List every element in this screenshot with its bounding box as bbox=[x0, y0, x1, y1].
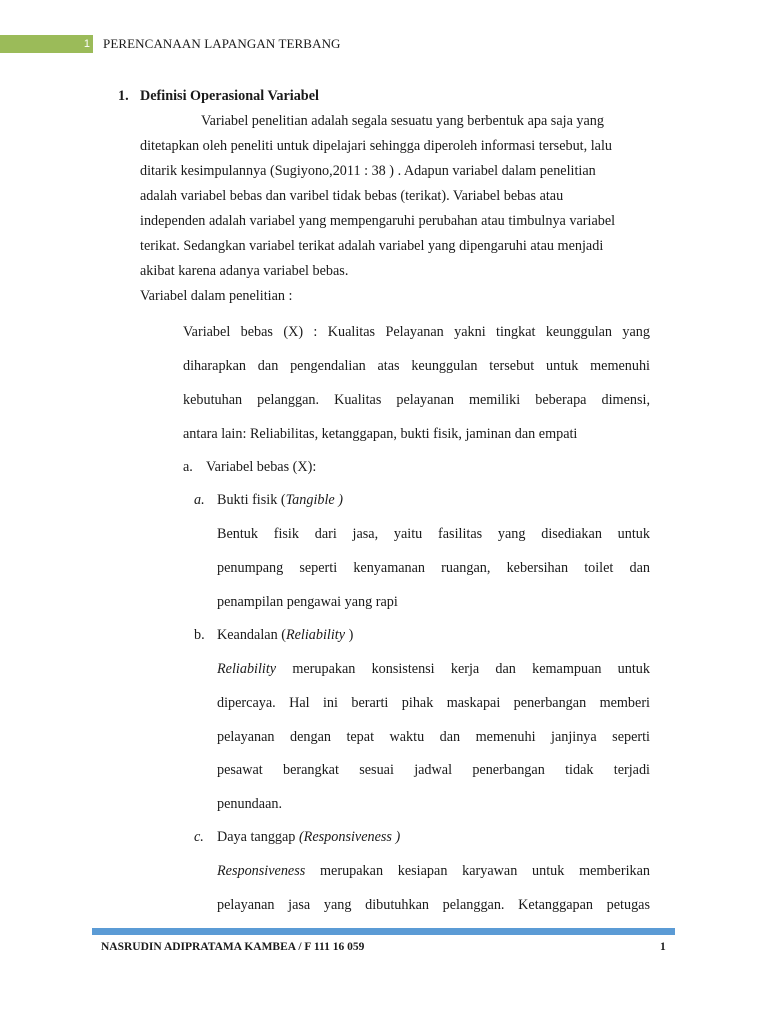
item-line: pesawat berangkat sesuai jadwal penerbangan tidak terjadi bbox=[217, 762, 650, 778]
item-title-responsiveness: Daya tanggap (Responsiveness ) bbox=[217, 829, 401, 845]
intro-line: adalah variabel bebas dan varibel tidak bebas (terikat). Variabel bebas atau bbox=[140, 188, 564, 204]
section-heading: Definisi Operasional Variabel bbox=[140, 88, 319, 104]
item-line: Bentuk fisik dari jasa, yaitu fasilitas yang disediakan untuk bbox=[217, 526, 650, 542]
definition-line: antara lain: Reliabilitas, ketanggapan, bukti fisik, jaminan dan empati bbox=[183, 426, 578, 442]
definition-line: diharapkan dan pengendalian atas keunggulan tersebut untuk memenuhi bbox=[183, 358, 650, 374]
item-line: pelayanan dengan tepat waktu dan memenuhi janjinya seperti bbox=[217, 729, 650, 745]
footer-page-number: 1 bbox=[660, 941, 666, 953]
intro-line: independen adalah variabel yang mempengaruhi perubahan atau timbulnya variabel bbox=[140, 213, 616, 229]
item-marker: a. bbox=[194, 492, 205, 508]
definition-line: Variabel bebas (X) : Kualitas Pelayanan yakni tingkat keunggulan yang bbox=[183, 324, 650, 340]
intro-line: ditarik kesimpulannya (Sugiyono,2011 : 38 ) . Adapun variabel dalam penelitian bbox=[140, 163, 596, 179]
item-line: penumpang seperti kenyamanan ruangan, kebersihan toilet dan bbox=[217, 560, 650, 576]
intro-line: terikat. Sedangkan variabel terikat adalah variabel yang dipengaruhi atau menjadi bbox=[140, 238, 604, 254]
item-line: penampilan pengawai yang rapi bbox=[217, 594, 398, 610]
list-marker: a. bbox=[183, 459, 193, 475]
footer-divider bbox=[92, 928, 675, 935]
header-page-number: 1 bbox=[83, 38, 90, 50]
item-title-reliability: Keandalan (Reliability ) bbox=[217, 627, 354, 643]
item-lead-line: Responsiveness merupakan kesiapan karyawan untuk memberikan bbox=[217, 863, 650, 879]
header-title: PERENCANAAN LAPANGAN TERBANG bbox=[103, 36, 341, 51]
item-line: pelayanan jasa yang dibutuhkan pelanggan. Ketanggapan petugas bbox=[217, 897, 650, 913]
section-number: 1. bbox=[118, 88, 129, 104]
footer-author: NASRUDIN ADIPRATAMA KAMBEA / F 111 16 059 bbox=[101, 941, 365, 953]
intro-line: ditetapkan oleh peneliti untuk dipelajari sehingga diperoleh informasi tersebut, lalu bbox=[140, 138, 612, 154]
list-label: Variabel bebas (X): bbox=[206, 459, 317, 475]
intro-line: Variabel penelitian adalah segala sesuatu yang berbentuk apa saja yang bbox=[201, 113, 604, 129]
item-line: dipercaya. Hal ini berarti pihak maskapai penerbangan memberi bbox=[217, 695, 650, 711]
item-title-tangible: Bukti fisik (Tangible ) bbox=[217, 492, 343, 508]
intro-line: Variabel dalam penelitian : bbox=[140, 288, 293, 304]
definition-line: kebutuhan pelanggan. Kualitas pelayanan memiliki beberapa dimensi, bbox=[183, 392, 650, 408]
intro-line: akibat karena adanya variabel bebas. bbox=[140, 263, 349, 279]
item-marker: b. bbox=[194, 627, 205, 643]
item-line: penundaan. bbox=[217, 796, 283, 812]
item-marker: c. bbox=[194, 829, 204, 845]
item-lead-line: Reliability merupakan konsistensi kerja dan kemampuan untuk bbox=[217, 661, 650, 677]
